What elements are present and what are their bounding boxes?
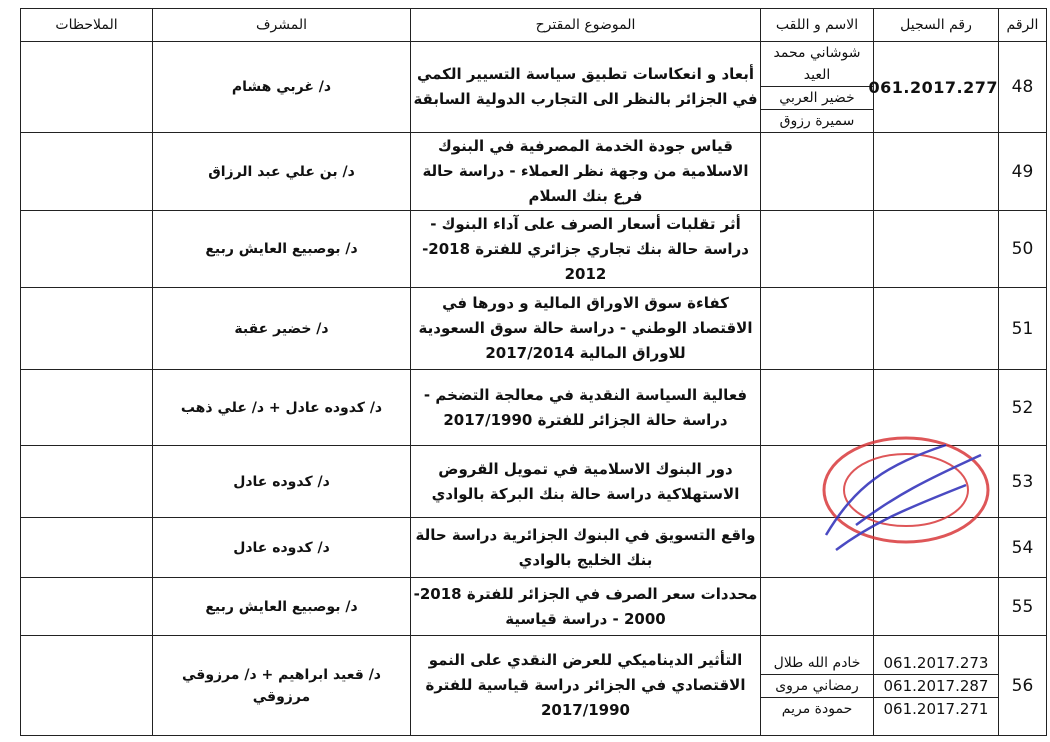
notes-cell (21, 578, 153, 636)
names-cell (761, 288, 874, 370)
row-number: 51 (999, 288, 1047, 370)
names-cell (761, 42, 874, 133)
table-row (21, 42, 1047, 133)
topic-cell: التأثير الديناميكي للعرض النقدي على النمو الاقتصادي في الجزائر دراسة قياسية للفترة 2017/1990 (411, 636, 761, 736)
header-number: الرقم (999, 9, 1047, 42)
registration-cell (874, 446, 999, 518)
header-topic: الموضوع المقترح (411, 9, 761, 42)
table-header-row (21, 9, 1047, 42)
student-name: رمضاني مروى (761, 675, 873, 698)
student-name: شوشاني محمد العيد (761, 42, 873, 87)
notes-cell (21, 370, 153, 446)
notes-cell (21, 42, 153, 133)
notes-cell (21, 211, 153, 288)
header-name: الاسم و اللقب (761, 9, 874, 42)
row-number: 55 (999, 578, 1047, 636)
names-cell (761, 370, 874, 446)
student-name: خادم الله طلال (761, 652, 873, 675)
topic-cell: دور البنوك الاسلامية في تمويل القروض الاستهلاكية دراسة حالة بنك البركة بالوادي (411, 446, 761, 518)
row-number: 53 (999, 446, 1047, 518)
row-number: 52 (999, 370, 1047, 446)
topic-cell: أثر تقلبات أسعار الصرف على آداء البنوك - دراسة حالة بنك تجاري جزائري للفترة 2018-2012 (411, 211, 761, 288)
table-row (21, 518, 1047, 578)
registration-cell (874, 211, 999, 288)
registration-cell (874, 518, 999, 578)
row-number: 56 (999, 636, 1047, 736)
registration-cell (874, 636, 999, 736)
supervisor-cell: د/ بوصبيع العايش ربيع (153, 211, 411, 288)
supervisor-cell: د/ كدوده عادل (153, 518, 411, 578)
supervisor-cell: د/ قعيد ابراهيم + د/ مرزوقي مرزوقي (153, 636, 411, 736)
row-number: 50 (999, 211, 1047, 288)
names-cell (761, 133, 874, 211)
topic-cell: كفاءة سوق الاوراق المالية و دورها في الاقتصاد الوطني - دراسة حالة سوق السعودية للاوراق المالية 2017/2014 (411, 288, 761, 370)
notes-cell (21, 288, 153, 370)
projects-table (20, 8, 1047, 736)
registration-cell: 061.2017.277 (874, 42, 999, 133)
table-row (21, 636, 1047, 736)
registration-cell (874, 133, 999, 211)
names-cell (761, 211, 874, 288)
notes-cell (21, 133, 153, 211)
row-number: 48 (999, 42, 1047, 133)
table-row (21, 211, 1047, 288)
names-cell (761, 578, 874, 636)
supervisor-cell: د/ غربي هشام (153, 42, 411, 133)
student-name: حمودة مريم (781, 700, 853, 717)
names-cell (761, 518, 874, 578)
supervisor-cell: د/ بن علي عبد الرزاق (153, 133, 411, 211)
registration-cell (874, 370, 999, 446)
topic-cell: فعالية السياسة النقدية في معالجة التضخم - دراسة حالة الجزائر للفترة 2017/1990 (411, 370, 761, 446)
student-name: سميرة رزوق (779, 113, 855, 129)
registration-number: 061.2017.273 (874, 652, 998, 675)
notes-cell (21, 446, 153, 518)
table-row (21, 288, 1047, 370)
supervisor-cell: د/ بوصبيع العايش ربيع (153, 578, 411, 636)
student-name: خضير العربي (761, 87, 873, 110)
table-row (21, 578, 1047, 636)
notes-cell (21, 518, 153, 578)
supervisor-cell: د/ كدوده عادل (153, 446, 411, 518)
table-row (21, 133, 1047, 211)
table-row (21, 446, 1047, 518)
topic-cell: واقع التسويق في البنوك الجزائرية دراسة حالة بنك الخليج بالوادي (411, 518, 761, 578)
header-notes: الملاحظات (21, 9, 153, 42)
supervisor-cell: د/ كدوده عادل + د/ علي ذهب (153, 370, 411, 446)
notes-cell (21, 636, 153, 736)
supervisor-cell: د/ خضير عقبة (153, 288, 411, 370)
row-number: 49 (999, 133, 1047, 211)
registration-cell (874, 288, 999, 370)
registration-cell (874, 578, 999, 636)
names-cell (761, 446, 874, 518)
registration-number: 061.2017.287 (874, 675, 998, 698)
topic-cell: قياس جودة الخدمة المصرفية في البنوك الاسلامية من وجهة نظر العملاء - دراسة حالة فرع بنك السلام (411, 133, 761, 211)
topic-cell: أبعاد و انعكاسات تطبيق سياسة التسيير الكمي في الجزائر بالنظر الى التجارب الدولية السابقة (411, 42, 761, 133)
registration-number: 061.2017.271 (883, 699, 989, 718)
table-row (21, 370, 1047, 446)
header-supervisor: المشرف (153, 9, 411, 42)
topic-cell: محددات سعر الصرف في الجزائر للفترة 2018-2000 - دراسة قياسية (411, 578, 761, 636)
header-registration: رقم السجيل (874, 9, 999, 42)
row-number: 54 (999, 518, 1047, 578)
names-cell (761, 636, 874, 736)
